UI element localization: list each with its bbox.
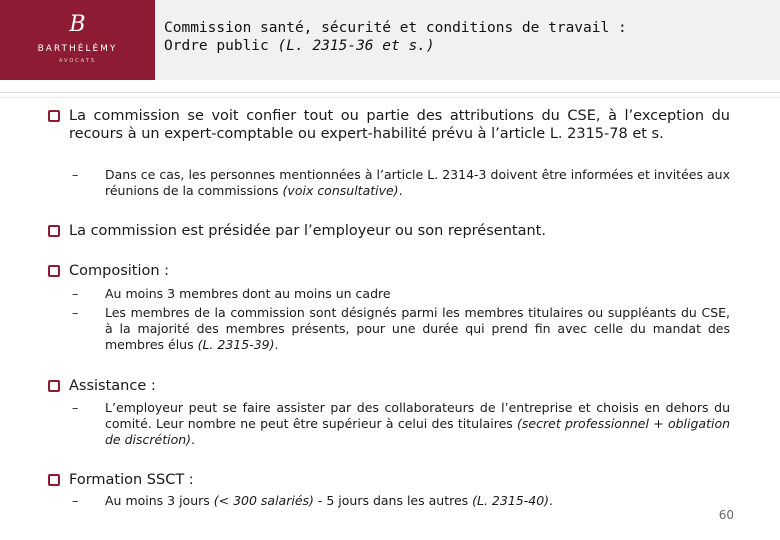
title-reference: (L. 2315-36 et s.)	[277, 38, 435, 54]
checkbox-square-icon	[48, 110, 60, 122]
checkbox-square-icon	[48, 474, 60, 486]
title-line-2	[164, 37, 627, 55]
checkbox-square-icon	[48, 265, 60, 277]
header-band	[0, 0, 780, 80]
checkbox-square-icon	[48, 380, 60, 392]
bullet-composition	[48, 262, 730, 280]
logo-subtitle: AVOCATS	[58, 58, 97, 64]
bullet-presidence	[48, 222, 730, 240]
dash-icon: –	[72, 167, 79, 182]
sub-item-text: Les membres de la commission sont désignés parmi les membres titulaires ou suppléants du CSE, à la majorité des membres présents, pour une durée qui prend fin avec celle du mandat des membres élus (L. 2315-39).	[105, 305, 730, 352]
sub-item-text: Dans ce cas, les personnes mentionnées à l’article L. 2314-3 doivent être informées et invitées aux réunions de la commissions (voix consultative).	[105, 167, 730, 198]
title-main: Ordre public	[164, 38, 278, 54]
bullet-assistance	[48, 377, 730, 395]
sub-item-members-designation	[72, 305, 730, 353]
dash-icon: –	[72, 286, 79, 301]
sub-item-training-days	[72, 493, 672, 509]
title-line-1: Commission santé, sécurité et conditions de travail :	[164, 20, 627, 36]
header-divider	[0, 92, 780, 93]
dash-icon: –	[72, 493, 79, 508]
checkbox-square-icon	[48, 225, 60, 237]
sub-item-invitees	[72, 167, 730, 199]
sub-item-text: L’employeur peut se faire assister par des collaborateurs de l’entreprise et choisis en dehors du comité. Leur nombre ne peut être supérieur à celui des titulaires (secret professionnel + obligation de discrétion).	[105, 400, 731, 447]
sub-item-collaborators	[72, 400, 730, 448]
bullet-text: La commission se voit confier tout ou partie des attributions du CSE, à l’exception du recours à un expert-comptable ou expert-habilité prévu à l’article L. 2315-78 et s.	[69, 108, 730, 142]
slide-title	[164, 19, 627, 55]
sub-item-text: Au moins 3 membres dont au moins un cadre	[105, 286, 391, 301]
logo-monogram: B	[69, 12, 86, 37]
bullet-text: Composition :	[69, 263, 170, 279]
bullet-text: La commission est présidée par l’employeur ou son représentant.	[69, 223, 546, 239]
sub-item-members-count	[72, 286, 730, 302]
bullet-text: Assistance :	[69, 378, 156, 394]
page-number: 60	[718, 508, 734, 522]
sub-item-text: Au moins 3 jours (< 300 salariés) - 5 jours dans les autres (L. 2315-40).	[105, 493, 554, 508]
bullet-text: Formation SSCT :	[69, 472, 194, 488]
bullet-formation	[48, 471, 730, 489]
header-divider-2	[0, 97, 780, 98]
dash-icon: –	[72, 305, 79, 320]
bullet-attributions	[48, 107, 730, 143]
logo-name: BARTHÉLÉMY	[37, 44, 118, 54]
dash-icon: –	[72, 400, 79, 415]
logo	[0, 0, 155, 80]
